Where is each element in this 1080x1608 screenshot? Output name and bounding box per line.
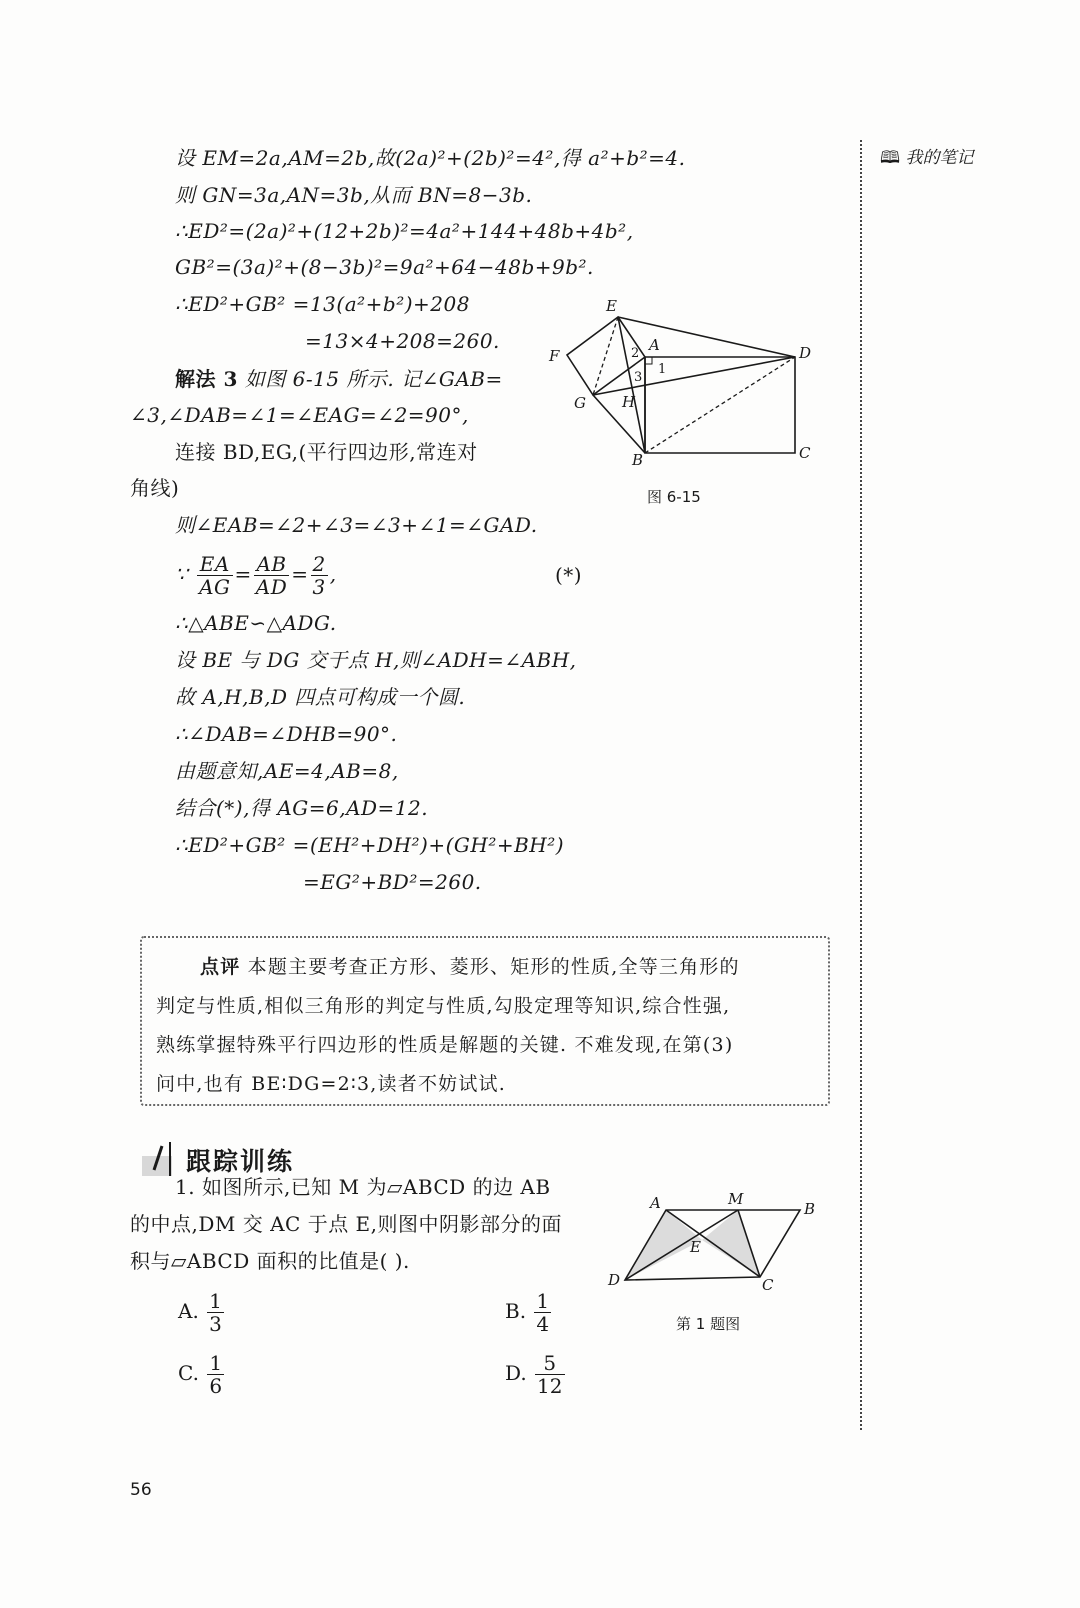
diag-eg — [593, 317, 618, 395]
fraction-2-3: $\frac{2}{3}$ — [312, 552, 326, 599]
question-1-figure — [600, 1185, 830, 1295]
fig-label-d: D — [799, 344, 812, 362]
solution-line-8: ∠3,∠DAB=∠1=∠EAG=∠2=90°, — [130, 403, 469, 427]
fig-angle-2: 2 — [631, 346, 640, 361]
question-1-line-2: 的中点,DM 交 AC 于点 E,则图中阴影部分的面 — [130, 1212, 563, 1236]
question-1-line-3: 积与▱ABCD 面积的比值是( ). — [130, 1249, 410, 1273]
solution-line-17: 由题意知,AE=4,AB=8, — [175, 759, 399, 783]
notes-label: 🕮 我的笔记 — [880, 148, 974, 168]
solution-line-4: GB²=(3a)²+(8−3b)²=9a²+64−48b+9b². — [175, 255, 594, 279]
fig-angle-3: 3 — [634, 370, 643, 385]
solution-line-10: 角线) — [130, 476, 180, 500]
fig-label-e: E — [606, 297, 617, 315]
solution-line-19: ∴ED²+GB² =(EH²+DH²)+(GH²+BH²) — [175, 833, 565, 857]
section-title: 跟踪训练 — [186, 1147, 295, 1176]
method-3-text: 如图 6-15 所示. 记∠GAB= — [244, 367, 503, 391]
q1-label-m: M — [728, 1190, 744, 1208]
star-mark: (*) — [555, 563, 583, 587]
fig-label-a: A — [649, 336, 660, 354]
comment-label: 点评 — [200, 956, 241, 978]
option-d: D. $\frac{5}{12}$ — [505, 1351, 563, 1398]
fig-angle-1: 1 — [658, 362, 667, 377]
q1-label-c: C — [762, 1276, 774, 1294]
solution-line-20: =EG²+BD²=260. — [303, 870, 482, 894]
solution-line-13: ∴△ABE∽△ADG. — [175, 611, 337, 635]
q1-label-e: E — [690, 1238, 701, 1256]
method-3-line — [175, 365, 503, 393]
fig-label-h: H — [622, 393, 636, 411]
book-icon: 🕮 — [880, 148, 901, 168]
solution-line-11: 则∠EAB=∠2+∠3=∠3+∠1=∠GAD. — [175, 513, 538, 537]
comment-line-1: 点评 本题主要考查正方形、菱形、矩形的性质,全等三角形的 — [200, 956, 740, 978]
option-a-fraction: $\frac{1}{3}$ — [209, 1289, 222, 1336]
fraction-line: ∵ $\frac{EA}{AG}$ = $\frac{AB}{AD}$ = $\frac{2}{3}$ , — [175, 552, 337, 599]
edge-e-d — [618, 317, 795, 357]
fig-label-b: B — [632, 451, 644, 469]
comment-line-4: 问中,也有 BE∶DG=2∶3,读者不妨试试. — [156, 1073, 506, 1095]
fig-label-c: C — [799, 444, 811, 462]
solution-line-15: 故 A,H,B,D 四点可构成一个圆. — [175, 685, 466, 709]
fig-label-f: F — [549, 347, 560, 365]
option-c: C. $\frac{1}{6}$ — [178, 1351, 223, 1398]
solution-line-18: 结合(*),得 AG=6,AD=12. — [175, 796, 429, 820]
option-b: B. $\frac{1}{4}$ — [505, 1289, 550, 1336]
fraction-ea-ag: $\frac{EA}{AG}$ — [199, 552, 231, 599]
question-1-figure-caption: 第 1 题图 — [676, 1315, 741, 1333]
solution-line-3: ∴ED²=(2a)²+(12+2b)²=4a²+144+48b+4b², — [175, 219, 634, 243]
solution-line-2: 则 GN=3a,AN=3b,从而 BN=8−3b. — [175, 183, 533, 207]
solution-line-16: ∴∠DAB=∠DHB=90°. — [175, 722, 398, 746]
comment-box — [140, 936, 830, 1106]
shaded-region-right — [702, 1210, 760, 1277]
notes-divider — [860, 140, 862, 1430]
pencil-icon — [140, 1138, 180, 1178]
solution-line-6: =13×4+208=260. — [305, 329, 500, 353]
fig-label-g: G — [574, 394, 586, 412]
because-symbol: ∵ — [175, 562, 189, 586]
question-1-line-1: 1. 如图所示,已知 M 为▱ABCD 的边 AB — [175, 1175, 551, 1199]
option-d-fraction: $\frac{5}{12}$ — [537, 1351, 563, 1398]
solution-line-9: 连接 BD,EG,(平行四边形,常连对 — [175, 440, 478, 464]
right-angle-mark — [645, 357, 652, 364]
option-b-fraction: $\frac{1}{4}$ — [536, 1289, 550, 1336]
edge-g-b — [593, 395, 645, 453]
q1-label-d: D — [608, 1271, 621, 1289]
solution-line-5: ∴ED²+GB² =13(a²+b²)+208 — [175, 292, 470, 316]
comment-line-2: 判定与性质,相似三角形的判定与性质,勾股定理等知识,综合性强, — [156, 995, 731, 1017]
fraction-ab-ad: $\frac{AB}{AD}$ — [255, 552, 288, 599]
page-number: 56 — [130, 1480, 152, 1500]
figure-6-15 — [540, 295, 830, 515]
solution-line-14: 设 BE 与 DG 交于点 H,则∠ADH=∠ABH, — [175, 648, 577, 672]
method-3-label: 解法 3 — [175, 367, 238, 391]
option-a: A. $\frac{1}{3}$ — [178, 1289, 222, 1336]
comment-line-3: 熟练掌握特殊平行四边形的性质是解题的关键. 不难发现,在第(3) — [156, 1034, 734, 1056]
q1-label-b: B — [804, 1200, 816, 1218]
solution-line-1: 设 EM=2a,AM=2b,故(2a)²+(2b)²=4²,得 a²+b²=4. — [175, 146, 686, 170]
option-c-fraction: $\frac{1}{6}$ — [209, 1351, 223, 1398]
q1-label-a: A — [650, 1194, 661, 1212]
figure-6-15-caption: 图 6-15 — [647, 488, 701, 506]
